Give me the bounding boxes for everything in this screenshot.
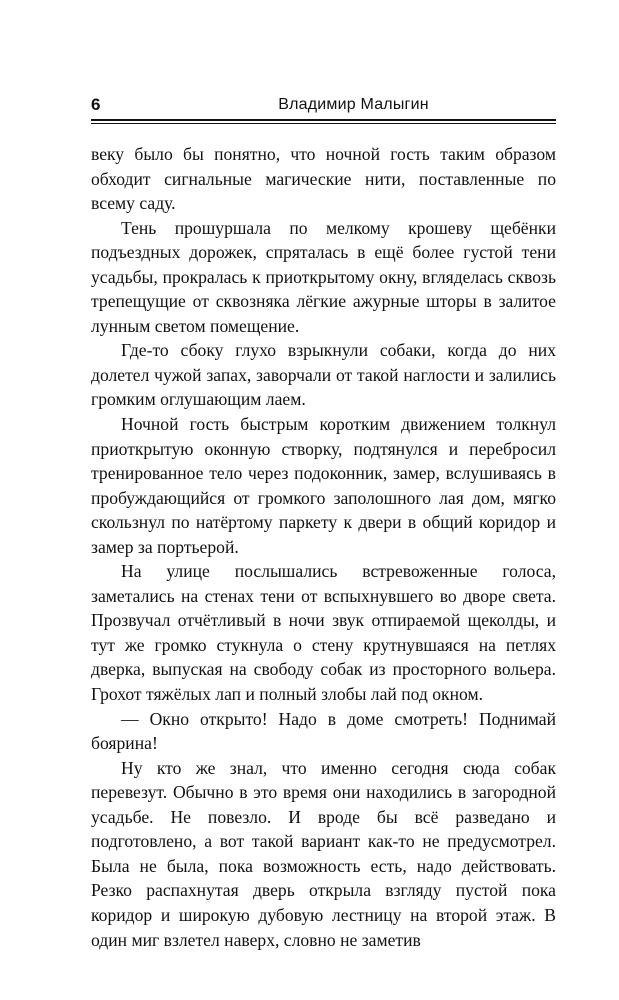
paragraph: На улице послышались встревоженные голоса, заметались на стенах тени от вспыхнувшего во дворе света. Прозвучал отчётливый в ночи звук отпираемой щеколды, и тут же громко стукнула о стену крутнувшаяся на петлях дверка, выпуская на свободу собак из просторного вольера. Грохот тяжёлых лап и полный злобы лай под окном.: [91, 561, 556, 705]
running-head-author: Владимир Малыгин: [278, 96, 429, 113]
header-rule-thick: [91, 119, 556, 121]
page-header: [91, 94, 556, 116]
page-number: 6: [91, 95, 101, 114]
body-text: [91, 142, 556, 952]
paragraph: Ну кто же знал, что именно сегодня сюда собак перевезут. Обычно в это время они находились в загородной усадьбе. Не повезло. И вроде бы всё разведано и подготовлено, а вот такой вариант как-то не предусмотрел. Была не была, пока возможность есть, надо действовать. Резко распахнутая дверь открыла взгляду пустой пока коридор и широкую дубовую лестницу на второй этаж. В один миг взлетел наверх, словно не заметив: [91, 757, 556, 950]
paragraph: веку было бы понятно, что ночной гость таким образом обходит сигнальные магические нити, поставленные по всему саду.: [91, 144, 556, 214]
dialogue-paragraph: — Окно открыто! Надо в доме смотреть! Поднимай боярина!: [91, 708, 556, 754]
header-rule-thin: [91, 123, 556, 124]
paragraph: Тень прошуршала по мелкому крошеву щебёнки подъездных дорожек, спряталась в ещё более густой тени усадьбы, прокралась к приоткрытому окну, вгляделась сквозь трепещущие от сквозняка лёгкие ажурные шторы в залитое лунным светом помещение.: [91, 217, 556, 336]
paragraph: Где-то сбоку глухо взрыкнули собаки, когда до них долетел чужой запах, заворчали от такой наглости и залились громким оглушающим лаем.: [91, 340, 556, 410]
paragraph: Ночной гость быстрым коротким движением толкнул приоткрытую оконную створку, подтянулся и перебросил тренированное тело через подоконник, замер, вслушиваясь в пробуждающийся от громкого заполошного лая дом, мягко скользнул по натёртому паркету к двери в общий коридор и замер за портьерой.: [91, 414, 556, 557]
